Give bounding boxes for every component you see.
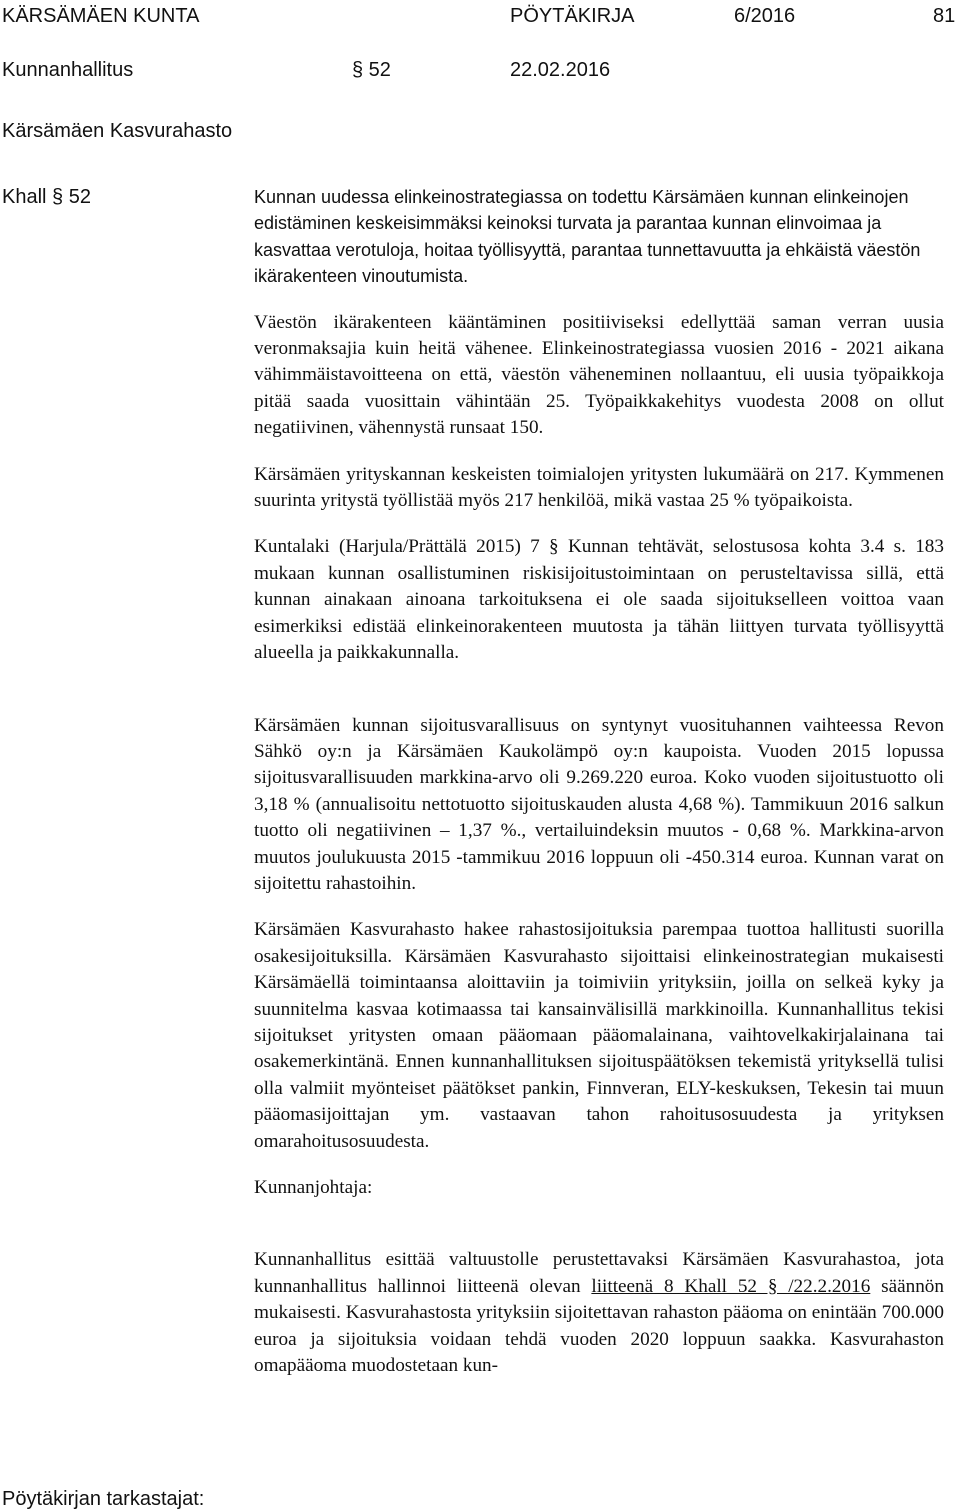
section-title: Kärsämäen Kasvurahasto [2, 120, 233, 142]
header-section-ref: § 52 [352, 59, 391, 81]
header-meeting-date: 22.02.2016 [510, 59, 611, 81]
paragraph-proposal [254, 1247, 944, 1379]
header-document-type: PÖYTÄKIRJA [510, 5, 635, 27]
paragraph-investment-assets: Kärsämäen kunnan sijoitusvarallisuus on syntynyt vuosituhannen vaihteessa Revon Sähkö oy:n ja Kärsämäen Kaukolämpö oy:n kaupoista. Vuoden 2015 lopussa sijoitusvarallisuuden markkina-arvo oli 9.269.220 euroa. Koko vuoden sijoitustuotto oli 3,18 % (annualisoitu nettotuotto sijoituskauden alusta 4,68 %). Tammikuun 2016 salkun tuotto oli negatiivinen – 1,37 %., vertailuindeksin muutos - 0,68 %. Markkina-arvon muutos joulukuusta 2015 -tammikuu 2016 loppuun oli -450.314 euroa. Kunnan varat on sijoitettu rahastoihin. [254, 714, 944, 894]
header-issue-number: 6/2016 [734, 5, 796, 27]
header-page-number: 81 [933, 5, 956, 27]
item-label: Khall § 52 [2, 186, 91, 208]
appendix-link[interactable]: liitteenä 8 Khall 52 § /22.2.2016 [591, 1275, 871, 1297]
paragraph-municipal-law: Kuntalaki (Harjula/Prättälä 2015) 7 § Kunnan tehtävät, selostusosa kohta 3.4 s. 183 mukaan kunnan osallistuminen riskisijoitustoimintaan on perusteltavissa sillä, että kunnan ainakaan ainoana tarkoituksena ei ole saada sijoitukselleen voittoa vaan esimerkiksi edistää elinkeinorakenteen muutosta ja tähän liittyen turvata työllisyyttä alueella ja paikkakunnalla. [254, 536, 944, 664]
paragraph-companies: Kärsämäen yrityskannan keskeisten toimialojen yritysten lukumäärä on 217. Kymmenen suurinta yritystä työllistää myös 217 henkilöä, mikä vastaa 25 % työpaikoista. [254, 463, 944, 512]
header-organization: KÄRSÄMÄEN KUNTA [2, 5, 200, 27]
paragraph-population: Väestön ikärakenteen kääntäminen positiiviseksi edellyttää saman verran uusia veronmaksajia kuin heitä vähenee. Elinkeinostrategiassa vuosien 2016 - 2021 aikana vähimmäistavoitteena on että, väestön väheneminen nollaantuu, eli uusia työpaikkoja pitää saada vuosittain vähintään 25. Työpaikkakehitys vuodesta 2008 on ollut negatiivinen, vähennystä runsaat 150. [254, 311, 944, 439]
minutes-reviewers-label: Pöytäkirjan tarkastajat: [2, 1488, 205, 1510]
paragraph-strategy: Kunnan uudessa elinkeinostrategiassa on todettu Kärsämäen kunnan elinkeinojen edistäminen keskeisimmäksi keinoksi turvata ja parantaa kunnan elinvoimaa ja kasvattaa verotuloja, hoitaa työllisyyttä, parantaa tunnettavuutta ja ehkäistä väestön ikärakenteen vinoutumista. [254, 187, 921, 287]
body-text-column [254, 184, 944, 1379]
proposal-text-before: Kunnanhallitus esittää valtuustolle perustettavaksi Kärsämäen Kasvurahastoa, jota kunnanhallitus hallinnoi liitteenä olevan [254, 1249, 944, 1297]
paragraph-growth-fund: Kärsämäen Kasvurahasto hakee rahastosijoituksia parempaa tuottoa hallitusti suorilla osakesijoituksilla. Kärsämäen Kasvurahasto sijoittaisi elinkeinostrategian mukaisesti Kärsämäellä toimintaansa aloittaviin ja toimiviin yrityksiin, joilla on selkeä kyky ja suunnitelma kasvaa kotimaassa tai kansainvälisillä markkinoilla. Kunnanhallitus tekisi sijoitukset yritysten omaan pääomaan pääomalainana, vaihtovelkakirjalainana tai osakemerkintänä. Ennen kunnanhallituksen sijoituspäätöksen tekemistä yrityksellä tulisi olla valmiit myönteiset päätökset pankin, Finnveran, ELY-keskuksen, Tekesin tai muun pääomasijoittajan ym. vastaavan tahon rahoitusosuudesta ja yrityksen omarahoitusosuudesta. [254, 919, 944, 1152]
proposal-text-after: säännön mukaisesti. Kasvurahastosta yrityksiin sijoitettavan rahaston pääoma on enintään 700.000 euroa ja sijoituksia voidaan tehdä vuoden 2020 loppuun saakka. Kasvurahaston omapääoma muodostetaan kun- [254, 1275, 944, 1377]
header-body-name: Kunnanhallitus [2, 59, 134, 81]
director-label: Kunnanjohtaja: [254, 1177, 373, 1198]
